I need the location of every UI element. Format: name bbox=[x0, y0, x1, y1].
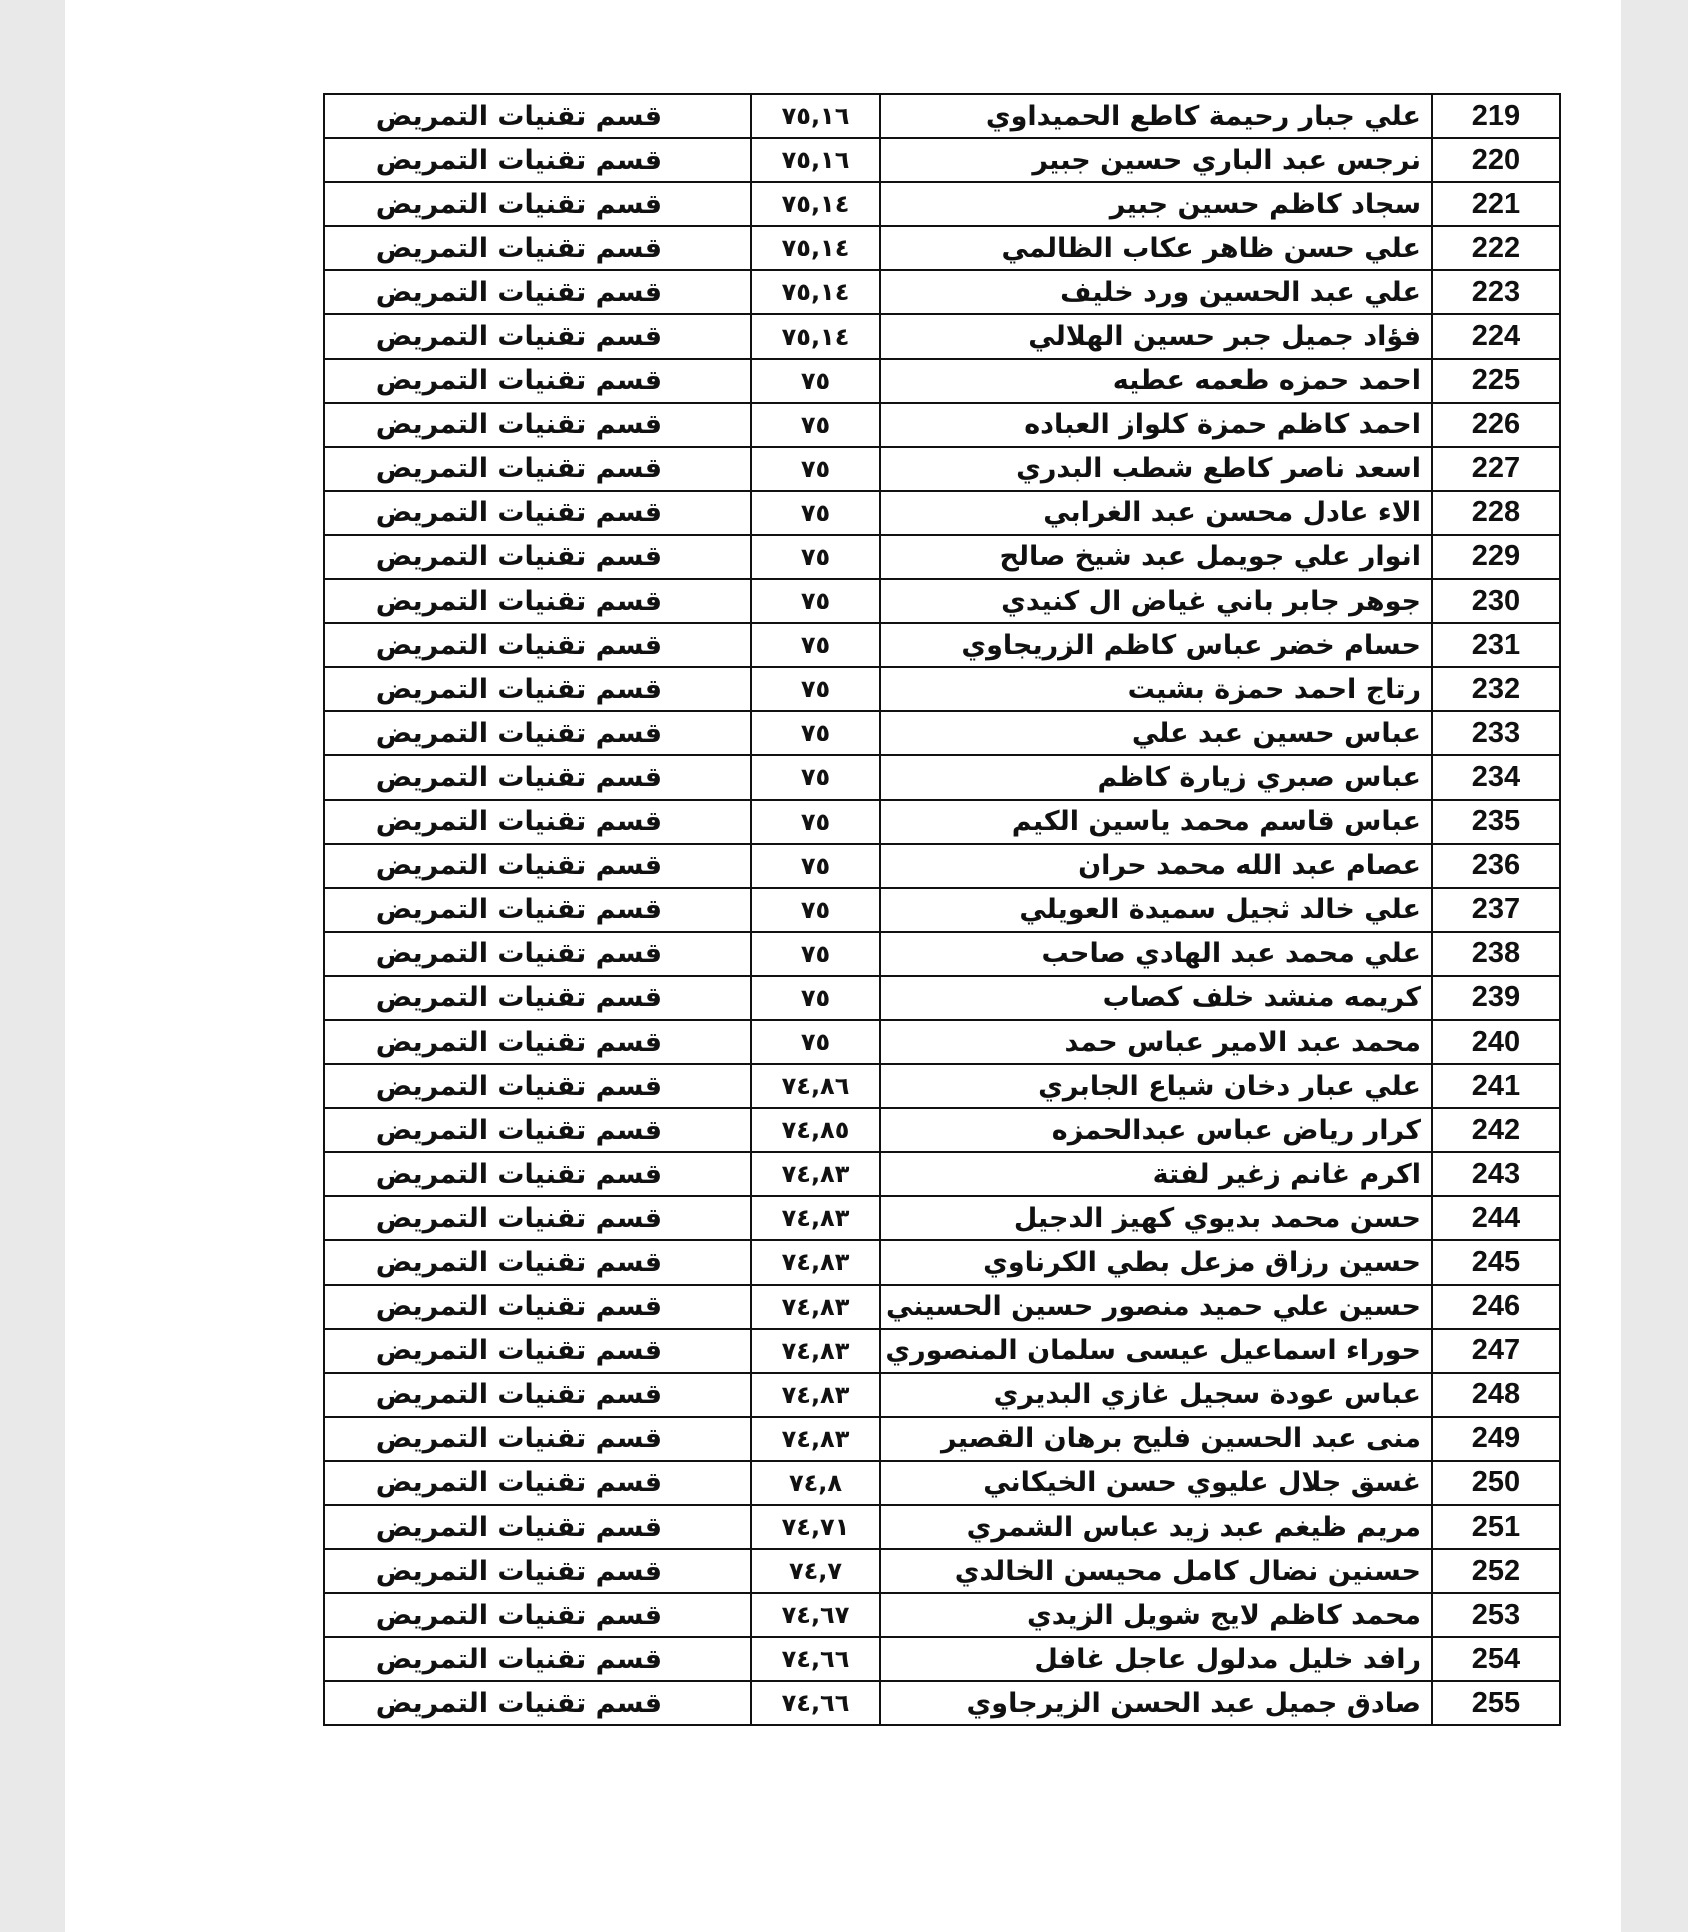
row-number: 240 bbox=[1432, 1020, 1560, 1064]
department: قسم تقنيات التمريض bbox=[324, 1593, 751, 1637]
table-row bbox=[324, 1637, 1560, 1681]
department: قسم تقنيات التمريض bbox=[324, 1681, 751, 1725]
table-row bbox=[324, 888, 1560, 932]
student-name: كرار رياض عباس عبدالحمزه bbox=[880, 1108, 1432, 1152]
score: ٧٥ bbox=[751, 976, 880, 1020]
table-row bbox=[324, 270, 1560, 314]
department: قسم تقنيات التمريض bbox=[324, 138, 751, 182]
table-row bbox=[324, 579, 1560, 623]
score: ٧٤,٨٣ bbox=[751, 1285, 880, 1329]
row-number: 255 bbox=[1432, 1681, 1560, 1725]
department: قسم تقنيات التمريض bbox=[324, 1329, 751, 1373]
table-row bbox=[324, 755, 1560, 799]
row-number: 225 bbox=[1432, 359, 1560, 403]
table-row bbox=[324, 94, 1560, 138]
row-number: 230 bbox=[1432, 579, 1560, 623]
student-name: احمد كاظم حمزة كلواز العباده bbox=[880, 403, 1432, 447]
table-row bbox=[324, 359, 1560, 403]
score: ٧٤,٨٣ bbox=[751, 1373, 880, 1417]
table-row bbox=[324, 1240, 1560, 1284]
student-name: كريمه منشد خلف كصاب bbox=[880, 976, 1432, 1020]
row-number: 242 bbox=[1432, 1108, 1560, 1152]
student-name: غسق جلال عليوي حسن الخيكاني bbox=[880, 1461, 1432, 1505]
row-number: 250 bbox=[1432, 1461, 1560, 1505]
department: قسم تقنيات التمريض bbox=[324, 1240, 751, 1284]
row-number: 239 bbox=[1432, 976, 1560, 1020]
department: قسم تقنيات التمريض bbox=[324, 667, 751, 711]
score: ٧٤,٨٣ bbox=[751, 1196, 880, 1240]
row-number: 237 bbox=[1432, 888, 1560, 932]
student-name: علي محمد عبد الهادي صاحب bbox=[880, 932, 1432, 976]
student-name: حسين رزاق مزعل بطي الكرناوي bbox=[880, 1240, 1432, 1284]
student-name: حسنين نضال كامل محيسن الخالدي bbox=[880, 1549, 1432, 1593]
student-name: علي عبار دخان شياع الجابري bbox=[880, 1064, 1432, 1108]
table-row bbox=[324, 226, 1560, 270]
table-row bbox=[324, 932, 1560, 976]
student-name: فؤاد جميل جبر حسين الهلالي bbox=[880, 314, 1432, 358]
row-number: 221 bbox=[1432, 182, 1560, 226]
table-row bbox=[324, 1285, 1560, 1329]
department: قسم تقنيات التمريض bbox=[324, 182, 751, 226]
row-number: 251 bbox=[1432, 1505, 1560, 1549]
department: قسم تقنيات التمريض bbox=[324, 1549, 751, 1593]
row-number: 224 bbox=[1432, 314, 1560, 358]
score: ٧٥ bbox=[751, 535, 880, 579]
score: ٧٤,٨٣ bbox=[751, 1152, 880, 1196]
table-row bbox=[324, 1064, 1560, 1108]
row-number: 252 bbox=[1432, 1549, 1560, 1593]
score: ٧٥ bbox=[751, 888, 880, 932]
student-name: علي جبار رحيمة كاطع الحميداوي bbox=[880, 94, 1432, 138]
row-number: 219 bbox=[1432, 94, 1560, 138]
department: قسم تقنيات التمريض bbox=[324, 403, 751, 447]
student-name: حوراء اسماعيل عيسى سلمان المنصوري bbox=[880, 1329, 1432, 1373]
student-name: محمد كاظم لايج شويل الزيدي bbox=[880, 1593, 1432, 1637]
department: قسم تقنيات التمريض bbox=[324, 1505, 751, 1549]
table-row bbox=[324, 535, 1560, 579]
table-row bbox=[324, 1417, 1560, 1461]
score: ٧٥ bbox=[751, 932, 880, 976]
row-number: 249 bbox=[1432, 1417, 1560, 1461]
student-name: عباس حسين عبد علي bbox=[880, 711, 1432, 755]
row-number: 222 bbox=[1432, 226, 1560, 270]
department: قسم تقنيات التمريض bbox=[324, 94, 751, 138]
student-name: علي عبد الحسين ورد خليف bbox=[880, 270, 1432, 314]
row-number: 241 bbox=[1432, 1064, 1560, 1108]
table-row bbox=[324, 1505, 1560, 1549]
table-row bbox=[324, 844, 1560, 888]
student-name: رتاج احمد حمزة بشيت bbox=[880, 667, 1432, 711]
table-row bbox=[324, 1329, 1560, 1373]
row-number: 234 bbox=[1432, 755, 1560, 799]
student-name: عباس صبري زيارة كاظم bbox=[880, 755, 1432, 799]
score: ٧٥ bbox=[751, 844, 880, 888]
table-row bbox=[324, 976, 1560, 1020]
row-number: 236 bbox=[1432, 844, 1560, 888]
table-row bbox=[324, 314, 1560, 358]
score: ٧٥,١٤ bbox=[751, 182, 880, 226]
score: ٧٤,٨٥ bbox=[751, 1108, 880, 1152]
table-row bbox=[324, 403, 1560, 447]
department: قسم تقنيات التمريض bbox=[324, 359, 751, 403]
table-row bbox=[324, 667, 1560, 711]
document-page bbox=[65, 0, 1621, 1932]
department: قسم تقنيات التمريض bbox=[324, 1196, 751, 1240]
department: قسم تقنيات التمريض bbox=[324, 1064, 751, 1108]
table-row bbox=[324, 1196, 1560, 1240]
row-number: 233 bbox=[1432, 711, 1560, 755]
student-name: رافد خليل مدلول عاجل غافل bbox=[880, 1637, 1432, 1681]
score: ٧٥ bbox=[751, 1020, 880, 1064]
student-name: الاء عادل محسن عبد الغرابي bbox=[880, 491, 1432, 535]
department: قسم تقنيات التمريض bbox=[324, 1637, 751, 1681]
score: ٧٥,١٦ bbox=[751, 138, 880, 182]
score: ٧٥ bbox=[751, 800, 880, 844]
row-number: 253 bbox=[1432, 1593, 1560, 1637]
department: قسم تقنيات التمريض bbox=[324, 1152, 751, 1196]
row-number: 254 bbox=[1432, 1637, 1560, 1681]
score: ٧٥ bbox=[751, 667, 880, 711]
table-row bbox=[324, 1020, 1560, 1064]
row-number: 245 bbox=[1432, 1240, 1560, 1284]
student-name: منى عبد الحسين فليح برهان القصير bbox=[880, 1417, 1432, 1461]
department: قسم تقنيات التمريض bbox=[324, 1285, 751, 1329]
score: ٧٤,٨٦ bbox=[751, 1064, 880, 1108]
score: ٧٥ bbox=[751, 403, 880, 447]
table-row bbox=[324, 711, 1560, 755]
department: قسم تقنيات التمريض bbox=[324, 1020, 751, 1064]
student-name: اكرم غانم زغير لفتة bbox=[880, 1152, 1432, 1196]
score: ٧٤,٧ bbox=[751, 1549, 880, 1593]
table-row bbox=[324, 1461, 1560, 1505]
score: ٧٤,٦٦ bbox=[751, 1681, 880, 1725]
row-number: 243 bbox=[1432, 1152, 1560, 1196]
row-number: 244 bbox=[1432, 1196, 1560, 1240]
row-number: 248 bbox=[1432, 1373, 1560, 1417]
row-number: 229 bbox=[1432, 535, 1560, 579]
results-table-body bbox=[324, 94, 1560, 1725]
student-name: حسن محمد بديوي كهيز الدجيل bbox=[880, 1196, 1432, 1240]
score: ٧٤,٨٣ bbox=[751, 1417, 880, 1461]
department: قسم تقنيات التمريض bbox=[324, 976, 751, 1020]
score: ٧٥,١٤ bbox=[751, 270, 880, 314]
row-number: 247 bbox=[1432, 1329, 1560, 1373]
score: ٧٤,٦٦ bbox=[751, 1637, 880, 1681]
department: قسم تقنيات التمريض bbox=[324, 1108, 751, 1152]
table-row bbox=[324, 1593, 1560, 1637]
department: قسم تقنيات التمريض bbox=[324, 535, 751, 579]
department: قسم تقنيات التمريض bbox=[324, 1417, 751, 1461]
student-name: حسام خضر عباس كاظم الزريجاوي bbox=[880, 623, 1432, 667]
department: قسم تقنيات التمريض bbox=[324, 226, 751, 270]
student-name: عصام عبد الله محمد حران bbox=[880, 844, 1432, 888]
student-name: سجاد كاظم حسين جبير bbox=[880, 182, 1432, 226]
department: قسم تقنيات التمريض bbox=[324, 1461, 751, 1505]
score: ٧٥,١٤ bbox=[751, 226, 880, 270]
department: قسم تقنيات التمريض bbox=[324, 800, 751, 844]
department: قسم تقنيات التمريض bbox=[324, 888, 751, 932]
student-name: عباس عودة سجيل غازي البديري bbox=[880, 1373, 1432, 1417]
results-table-wrap bbox=[323, 93, 1561, 1726]
department: قسم تقنيات التمريض bbox=[324, 314, 751, 358]
score: ٧٥,١٦ bbox=[751, 94, 880, 138]
department: قسم تقنيات التمريض bbox=[324, 623, 751, 667]
student-name: نرجس عبد الباري حسين جبير bbox=[880, 138, 1432, 182]
student-name: علي حسن ظاهر عكاب الظالمي bbox=[880, 226, 1432, 270]
student-name: مريم ظيغم عبد زيد عباس الشمري bbox=[880, 1505, 1432, 1549]
table-row bbox=[324, 1549, 1560, 1593]
score: ٧٤,٦٧ bbox=[751, 1593, 880, 1637]
score: ٧٤,٨ bbox=[751, 1461, 880, 1505]
results-table bbox=[323, 93, 1561, 1726]
table-row bbox=[324, 1152, 1560, 1196]
department: قسم تقنيات التمريض bbox=[324, 491, 751, 535]
row-number: 220 bbox=[1432, 138, 1560, 182]
score: ٧٤,٨٣ bbox=[751, 1329, 880, 1373]
score: ٧٥ bbox=[751, 491, 880, 535]
row-number: 227 bbox=[1432, 447, 1560, 491]
score: ٧٤,٧١ bbox=[751, 1505, 880, 1549]
score: ٧٥ bbox=[751, 447, 880, 491]
department: قسم تقنيات التمريض bbox=[324, 579, 751, 623]
department: قسم تقنيات التمريض bbox=[324, 711, 751, 755]
score: ٧٥ bbox=[751, 579, 880, 623]
department: قسم تقنيات التمريض bbox=[324, 844, 751, 888]
score: ٧٥ bbox=[751, 755, 880, 799]
table-row bbox=[324, 623, 1560, 667]
table-row bbox=[324, 182, 1560, 226]
student-name: عباس قاسم محمد ياسين الكيم bbox=[880, 800, 1432, 844]
row-number: 232 bbox=[1432, 667, 1560, 711]
row-number: 238 bbox=[1432, 932, 1560, 976]
student-name: صادق جميل عبد الحسن الزيرجاوي bbox=[880, 1681, 1432, 1725]
table-row bbox=[324, 1108, 1560, 1152]
department: قسم تقنيات التمريض bbox=[324, 755, 751, 799]
table-row bbox=[324, 1373, 1560, 1417]
row-number: 223 bbox=[1432, 270, 1560, 314]
student-name: جوهر جابر باني غياض ال كنيدي bbox=[880, 579, 1432, 623]
table-row bbox=[324, 491, 1560, 535]
student-name: محمد عبد الامير عباس حمد bbox=[880, 1020, 1432, 1064]
department: قسم تقنيات التمريض bbox=[324, 1373, 751, 1417]
score: ٧٥ bbox=[751, 623, 880, 667]
row-number: 228 bbox=[1432, 491, 1560, 535]
department: قسم تقنيات التمريض bbox=[324, 270, 751, 314]
table-row bbox=[324, 138, 1560, 182]
student-name: حسين علي حميد منصور حسين الحسيني bbox=[880, 1285, 1432, 1329]
department: قسم تقنيات التمريض bbox=[324, 932, 751, 976]
table-row bbox=[324, 800, 1560, 844]
score: ٧٥ bbox=[751, 711, 880, 755]
row-number: 226 bbox=[1432, 403, 1560, 447]
row-number: 231 bbox=[1432, 623, 1560, 667]
score: ٧٥ bbox=[751, 359, 880, 403]
student-name: اسعد ناصر كاطع شطب البدري bbox=[880, 447, 1432, 491]
score: ٧٤,٨٣ bbox=[751, 1240, 880, 1284]
student-name: انوار علي جويمل عبد شيخ صالح bbox=[880, 535, 1432, 579]
row-number: 246 bbox=[1432, 1285, 1560, 1329]
row-number: 235 bbox=[1432, 800, 1560, 844]
table-row bbox=[324, 1681, 1560, 1725]
student-name: علي خالد ثجيل سميدة العويلي bbox=[880, 888, 1432, 932]
table-row bbox=[324, 447, 1560, 491]
student-name: احمد حمزه طعمه عطيه bbox=[880, 359, 1432, 403]
department: قسم تقنيات التمريض bbox=[324, 447, 751, 491]
score: ٧٥,١٤ bbox=[751, 314, 880, 358]
